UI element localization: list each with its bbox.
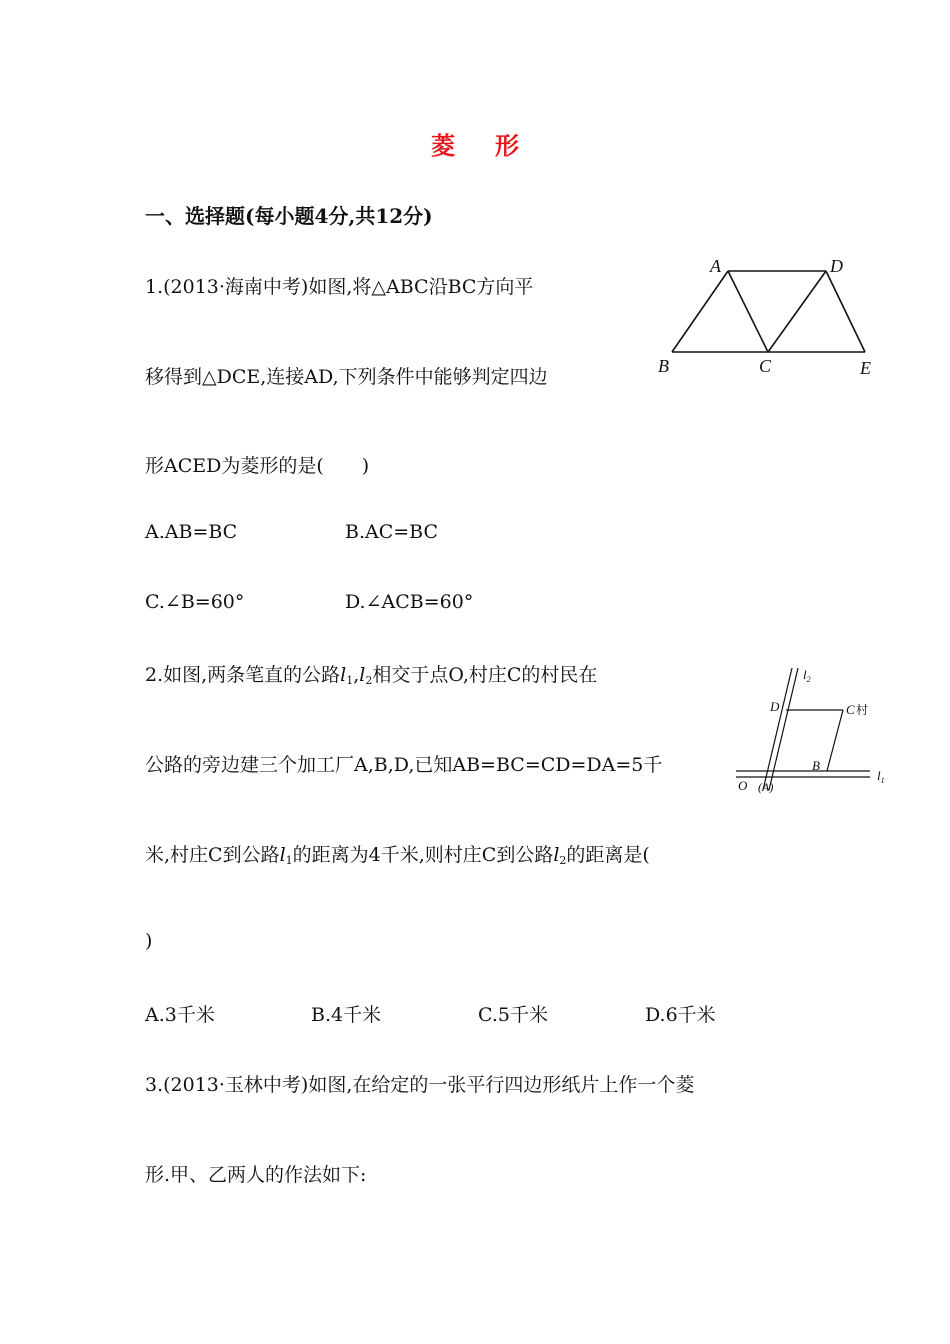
label-d: D bbox=[770, 699, 780, 714]
q2-line-3-mid: 的距离为4千米,则村庄C到公路 bbox=[292, 844, 554, 866]
q2-line-3-l2: l bbox=[553, 844, 560, 866]
q2-figure bbox=[730, 662, 895, 797]
q3-line-2: 形.甲、乙两人的作法如下: bbox=[145, 1164, 367, 1186]
segment-cb bbox=[827, 710, 843, 771]
q2-l1-sub: 1 bbox=[346, 674, 354, 687]
label-village: 村 bbox=[856, 703, 869, 717]
q2-line-1-pre: 2.如图,两条笔直的公路 bbox=[145, 664, 341, 686]
q2-l1-symbol: l bbox=[340, 664, 347, 686]
q1-figure bbox=[650, 252, 890, 382]
q1-option-d: D.∠ACB=60° bbox=[345, 591, 474, 613]
q1-line-1: 1.(2013·海南中考)如图,将△ABC沿BC方向平 bbox=[145, 276, 534, 298]
q2-line-3-l1: l bbox=[279, 844, 286, 866]
title-char-2: 形 bbox=[495, 131, 519, 160]
label-l1: $l_1$ bbox=[877, 768, 885, 785]
label-l2: $l_2$ bbox=[803, 667, 811, 684]
q2-line-3-pre: 米,村庄C到公路 bbox=[145, 844, 280, 866]
segment-ab bbox=[672, 271, 728, 352]
q2-l2-symbol: l bbox=[359, 664, 366, 686]
q2-line-3-l1-sub: 1 bbox=[285, 854, 293, 867]
label-b: B bbox=[658, 356, 669, 376]
q2-option-c: C.5千米 bbox=[478, 1004, 548, 1026]
segment-cd bbox=[768, 271, 826, 352]
q2-line-3-l2-sub: 2 bbox=[559, 854, 567, 867]
q2-comma: , bbox=[353, 664, 360, 686]
label-o: O bbox=[738, 778, 748, 793]
label-d: D bbox=[830, 256, 843, 276]
road-l2-edge-right bbox=[769, 668, 798, 790]
q2-option-a: A.3千米 bbox=[145, 1004, 215, 1026]
q2-line-3-post: 的距离是( bbox=[566, 844, 650, 866]
q2-line-2: 公路的旁边建三个加工厂A,B,D,已知AB=BC=CD=DA=5千 bbox=[145, 754, 663, 776]
label-c: C bbox=[846, 702, 855, 717]
q2-line-1-post: 相交于点O,村庄C的村民在 bbox=[372, 664, 598, 686]
q3-line-1: 3.(2013·玉林中考)如图,在给定的一张平行四边形纸片上作一个菱 bbox=[145, 1074, 695, 1096]
q1-option-a: A.AB=BC bbox=[145, 521, 238, 543]
q2-option-d: D.6千米 bbox=[645, 1004, 716, 1026]
q1-line-2: 移得到△DCE,连接AD,下列条件中能够判定四边 bbox=[145, 366, 548, 388]
section-heading: 一、选择题(每小题4分,共12分) bbox=[145, 204, 433, 228]
q2-l2-sub: 2 bbox=[365, 674, 373, 687]
q1-option-b: B.AC=BC bbox=[345, 521, 439, 543]
label-a: A bbox=[710, 256, 721, 276]
q2-line-4: ) bbox=[145, 930, 153, 952]
q1-line-3: 形ACED为菱形的是( ) bbox=[145, 455, 370, 477]
q2-line-1 bbox=[145, 660, 597, 687]
label-c: C bbox=[759, 356, 772, 376]
road-l2-edge-left bbox=[763, 668, 792, 790]
q1-option-c: C.∠B=60° bbox=[145, 591, 245, 613]
title-char-1: 菱 bbox=[431, 131, 455, 160]
page-title bbox=[0, 126, 950, 161]
segment-de bbox=[826, 271, 865, 352]
q2-line-3 bbox=[145, 840, 650, 867]
label-a: (A) bbox=[758, 780, 774, 794]
label-e: E bbox=[860, 358, 871, 378]
label-b: B bbox=[812, 758, 820, 773]
q2-option-b: B.4千米 bbox=[311, 1004, 382, 1026]
segment-ac bbox=[728, 271, 768, 352]
